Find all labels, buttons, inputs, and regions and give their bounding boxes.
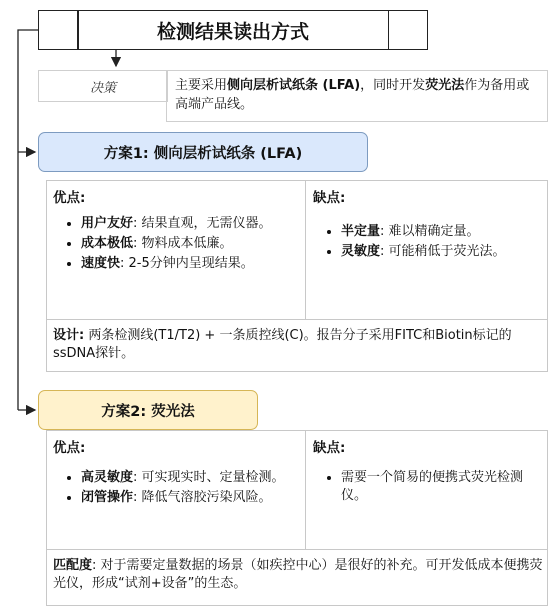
option2-cons: [313, 439, 543, 507]
option1-con-item: • 半定量: 难以精确定量。: [341, 223, 543, 241]
option1-pro-item: • 用户友好: 结果直观，无需仪器。: [81, 215, 303, 233]
option2-pros: [53, 439, 303, 509]
option2-con-item: • 需要一个简易的便携式荧光检测仪。: [341, 469, 543, 505]
option1-cons-title: 缺点:: [313, 190, 346, 206]
option2-fit: [53, 557, 545, 593]
page-title: 检测结果读出方式: [156, 20, 309, 43]
option1-pro-item: • 成本极低: 物料成本低廉。: [81, 235, 303, 253]
option1-pro-item: • 速度快: 2-5分钟内呈现结果。: [81, 255, 303, 273]
option2-pro-item: • 高灵敏度: 可实现实时、定量检测。: [81, 469, 303, 487]
option2-col-divider: [305, 431, 306, 549]
decision-fluorescence-highlight: 荧光法: [425, 78, 465, 93]
option1-design-label: 设计:: [53, 328, 85, 343]
option1-cons: [313, 189, 543, 263]
title-box: [38, 10, 428, 50]
option2-fit-text: : 对于需要定量数据的场景（如疾控中心）是很好的补充。可开发低成本便携荧光仪，形成“试剂+设备”的生态。: [53, 558, 543, 591]
option1-col-divider: [305, 181, 306, 319]
decision-row: [38, 70, 548, 122]
decision-text-prefix: 主要采用: [175, 78, 228, 93]
option1-design: [53, 327, 543, 363]
option2-pro-item: • 闭管操作: 降低气溶胶污染风险。: [81, 489, 303, 507]
option2-pros-title: 优点:: [53, 440, 86, 456]
option2-header: 方案2: 荧光法: [38, 390, 258, 430]
decision-text-mid: ，同时开发: [360, 78, 426, 93]
option1-design-text: 两条检测线(T1/T2) + 一条质控线(C)。报告分子采用FITC和Biotin标记的ssDNA探针。: [53, 328, 512, 361]
option2-fit-label: 匹配度: [53, 558, 93, 573]
option1-panel: [46, 180, 548, 372]
option1-pros: [53, 189, 303, 275]
left-trunk-line: [18, 30, 38, 410]
option2-row-divider: [47, 549, 547, 550]
decision-lfa-highlight: 侧向层析试纸条 (LFA): [227, 78, 361, 93]
decision-label: 决策: [38, 70, 168, 102]
option2-cons-title: 缺点:: [313, 440, 346, 456]
option1-row-divider: [47, 319, 547, 320]
option1-header: 方案1: 侧向层析试纸条 (LFA): [38, 132, 368, 172]
option1-pros-title: 优点:: [53, 190, 86, 206]
decision-text-suffix: 作为备用或高端产品线。: [175, 78, 530, 112]
decision-content: [166, 70, 548, 122]
option1-con-item: • 灵敏度: 可能稍低于荧光法。: [341, 243, 543, 261]
option2-panel: [46, 430, 548, 606]
